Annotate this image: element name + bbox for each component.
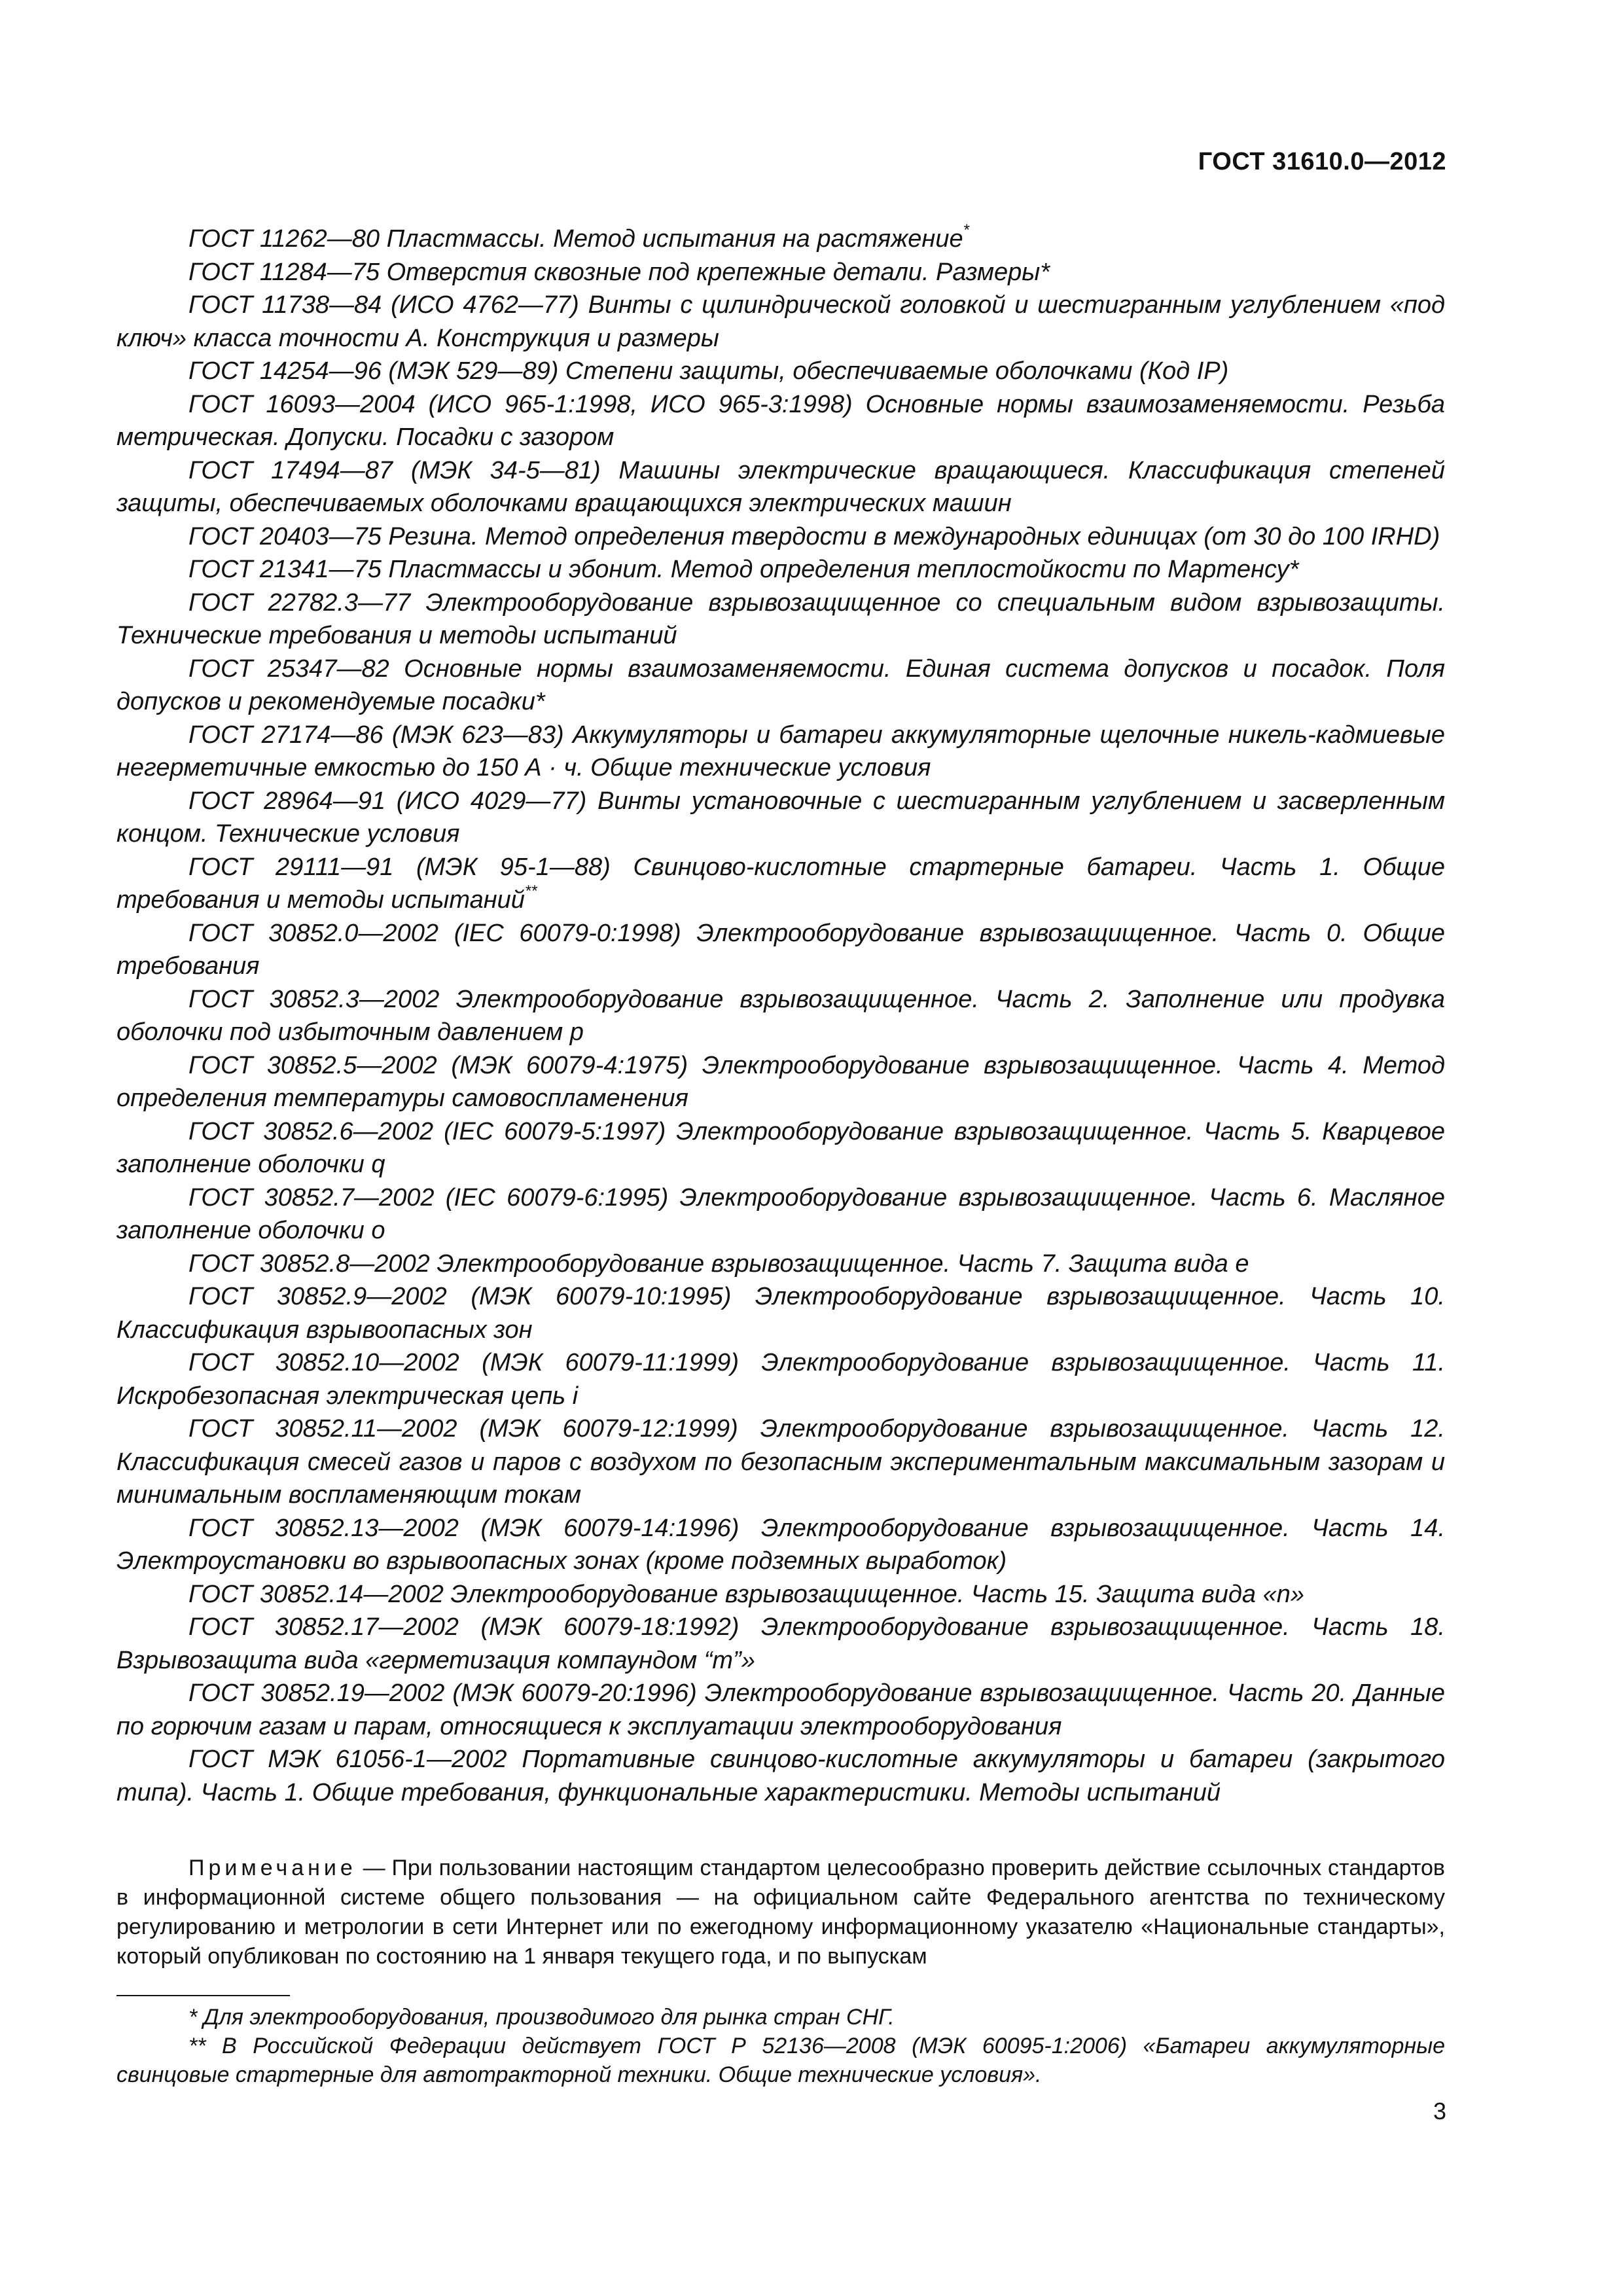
reference-item [116, 355, 1445, 388]
reference-item [116, 917, 1445, 983]
note-label: Примечание [188, 1856, 357, 1880]
reference-text: ГОСТ 28964—91 (ИСО 4029—77) Винты установочные с шестигранным углублением и засверленным концом. Технические условия [116, 787, 1445, 848]
reference-text: ГОСТ 30852.3—2002 Электрооборудование взрывозащищенное. Часть 2. Заполнение или продувка оболочки под избыточным давлением p [116, 985, 1445, 1046]
reference-text: ГОСТ 29111—91 (МЭК 95-1—88) Свинцово-кислотные стартерные батареи. Часть 1. Общие требования и методы испытаний [116, 853, 1445, 914]
reference-item [116, 1512, 1445, 1578]
reference-text: ГОСТ 22782.3—77 Электрооборудование взрывозащищенное со специальным видом взрывозащиты. Технические требования и методы испытаний [116, 588, 1445, 649]
reference-item [116, 223, 1445, 256]
reference-item [116, 653, 1445, 719]
reference-text: ГОСТ 11284—75 Отверстия сквозные под крепежные детали. Размеры* [188, 258, 1050, 286]
reference-text: ГОСТ 30852.10—2002 (МЭК 60079-11:1999) Электрооборудование взрывозащищенное. Часть 11. Искробезопасная электрическая цепь i [116, 1349, 1445, 1410]
reference-text: ГОСТ 21341—75 Пластмассы и эбонит. Метод определения теплостойкости по Мартенсу* [188, 556, 1299, 583]
reference-item [116, 586, 1445, 653]
footnote-mark: * [963, 221, 969, 240]
reference-text: ГОСТ 14254—96 (МЭК 529—89) Степени защиты, обеспечиваемые оболочками (Код IP) [188, 357, 1229, 385]
reference-text: ГОСТ 30852.8—2002 Электрооборудование взрывозащищенное. Часть 7. Защита вида e [188, 1249, 1249, 1278]
reference-item [116, 454, 1445, 520]
footnote-divider [116, 1995, 290, 1996]
reference-text: ГОСТ 30852.6—2002 (IEC 60079-5:1997) Электрооборудование взрывозащищенное. Часть 5. Кварцевое заполнение оболочки q [116, 1117, 1445, 1178]
reference-item [116, 1115, 1445, 1181]
reference-item [116, 1346, 1445, 1412]
reference-text: ГОСТ 30852.19—2002 (МЭК 60079-20:1996) Электрооборудование взрывозащищенное. Часть 20. Данные по горючим газам и парам, относящиеся к эксплуатации электрооборудования [116, 1679, 1445, 1740]
reference-item [116, 388, 1445, 454]
footnotes [116, 2003, 1445, 2089]
footnote-item [116, 2032, 1445, 2089]
note-text: — При пользовании настоящим стандартом целесообразно проверить действие ссылочных стандартов в информационной системе общего пользования — на официальном сайте Федерального агентства по техническому регулированию и метрологии в сети Интернет или по ежегодному информационному указателю «Национальные стандарты», который опубликован по состоянию на 1 января текущего года, и по выпускам [116, 1856, 1445, 1969]
reference-text: ГОСТ 30852.0—2002 (IEC 60079-0:1998) Электрооборудование взрывозащищенное. Часть 0. Общие требования [116, 919, 1445, 980]
reference-item [116, 983, 1445, 1049]
reference-item [116, 1611, 1445, 1677]
reference-text: ГОСТ 11262—80 Пластмассы. Метод испытания на растяжение [188, 225, 963, 253]
reference-item [116, 1677, 1445, 1743]
reference-item [116, 520, 1445, 554]
reference-item [116, 1412, 1445, 1512]
reference-text: ГОСТ 30852.17—2002 (МЭК 60079-18:1992) Электрооборудование взрывозащищенное. Часть 18. Взрывозащита вида «герметизация компаундом “m”» [116, 1613, 1445, 1674]
reference-item [116, 289, 1445, 355]
reference-item [116, 256, 1445, 289]
reference-text: ГОСТ 30852.11—2002 (МЭК 60079-12:1999) Электрооборудование взрывозащищенное. Часть 12. Классификация смесей газов и паров с воздухом по безопасным экспериментальным максимальным зазорам и минимальным воспламеняющим токам [116, 1415, 1445, 1509]
reference-item [116, 785, 1445, 851]
reference-text: ГОСТ 27174—86 (МЭК 623—83) Аккумуляторы и батареи аккумуляторные щелочные никель-кадмиевые негерметичные емкостью до 150 А · ч. Общие технические условия [116, 721, 1445, 781]
reference-item [116, 1247, 1445, 1281]
reference-text: ГОСТ 16093—2004 (ИСО 965-1:1998, ИСО 965-3:1998) Основные нормы взаимозаменяемости. Резьба метрическая. Допуски. Посадки с зазором [116, 390, 1445, 451]
reference-item [116, 1743, 1445, 1809]
reference-item [116, 1049, 1445, 1115]
footnote-text: В Российской Федерации действует ГОСТ Р 52136—2008 (МЭК 60095-1:2006) «Батареи аккумуляторные свинцовые стартерные для автотракторной техники. Общие технические условия». [116, 2034, 1445, 2087]
reference-item [116, 851, 1445, 917]
reference-text: ГОСТ 30852.7—2002 (IEC 60079-6:1995) Электрооборудование взрывозащищенное. Часть 6. Масляное заполнение оболочки o [116, 1183, 1445, 1244]
note-paragraph [116, 1854, 1445, 1971]
reference-item [116, 1181, 1445, 1247]
reference-text: ГОСТ 30852.13—2002 (МЭК 60079-14:1996) Электрооборудование взрывозащищенное. Часть 14. Электроустановки во взрывоопасных зонах (кроме подземных выработок) [116, 1514, 1445, 1575]
reference-item [116, 719, 1445, 785]
reference-text: ГОСТ 20403—75 Резина. Метод определения твердости в международных единицах (от 30 до 100 IRHD) [188, 522, 1440, 550]
reference-text: ГОСТ 30852.5—2002 (МЭК 60079-4:1975) Электрооборудование взрывозащищенное. Часть 4. Метод определения температуры самовоспламенения [116, 1051, 1445, 1112]
footnote-marker: ** [188, 2034, 206, 2058]
reference-text: ГОСТ 30852.9—2002 (МЭК 60079-10:1995) Электрооборудование взрывозащищенное. Часть 10. Классификация взрывоопасных зон [116, 1283, 1445, 1344]
footnote-text: Для электрооборудования, производимого для рынка стран СНГ. [203, 2005, 895, 2030]
reference-text: ГОСТ МЭК 61056-1—2002 Портативные свинцово-кислотные аккумуляторы и батареи (закрытого типа). Часть 1. Общие требования, функциональные характеристики. Методы испытаний [116, 1746, 1445, 1806]
reference-text: ГОСТ 25347—82 Основные нормы взаимозаменяемости. Единая система допусков и посадок. Поля допусков и рекомендуемые посадки* [116, 655, 1445, 715]
reference-text: ГОСТ 30852.14—2002 Электрооборудование взрывозащищенное. Часть 15. Защита вида «n» [188, 1580, 1305, 1608]
reference-item [116, 1280, 1445, 1346]
reference-text: ГОСТ 17494—87 (МЭК 34-5—81) Машины электрические вращающиеся. Классификация степеней защиты, обеспечиваемых оболочками вращающихся электрических машин [116, 456, 1445, 517]
reference-item [116, 1578, 1445, 1611]
page-header-doc-code: ГОСТ 31610.0—2012 [1198, 148, 1446, 175]
footnote-marker: * [188, 2005, 198, 2030]
reference-text: ГОСТ 11738—84 (ИСО 4762—77) Винты с цилиндрической головкой и шестигранным углублением «под ключ» класса точности А. Конструкция и размеры [116, 291, 1445, 352]
reference-item [116, 553, 1445, 586]
footnote-item [116, 2003, 1445, 2032]
normative-references-list [116, 223, 1445, 1809]
page-number: 3 [1433, 2098, 1446, 2125]
footnote-mark: ** [524, 882, 537, 901]
